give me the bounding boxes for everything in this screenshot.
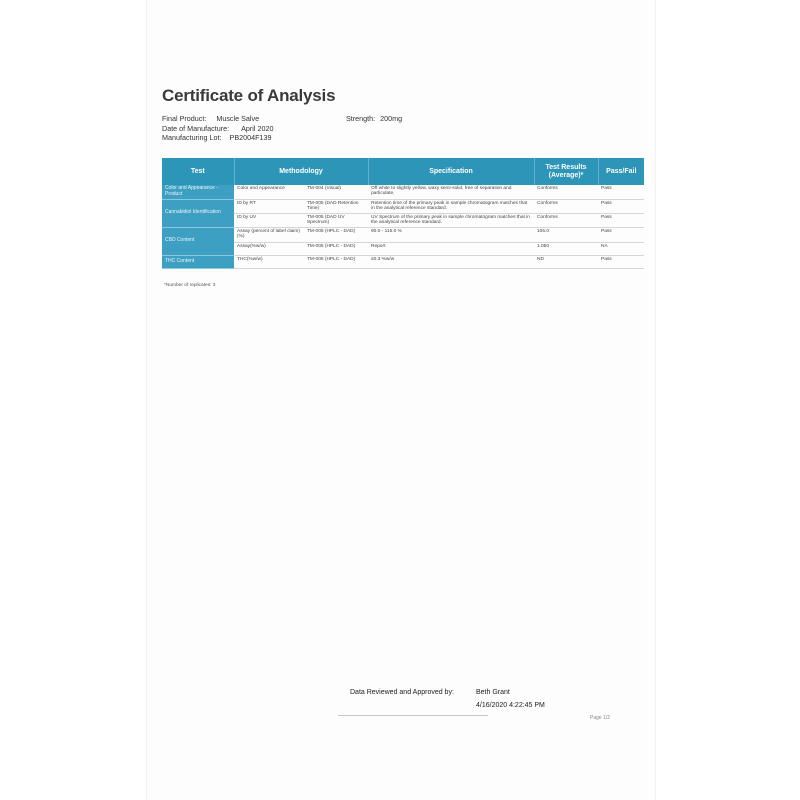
method-label-cell: Color and Appearance — [234, 185, 304, 199]
method-cell: TM-005 (HPLC - DAD) — [304, 242, 368, 255]
test-cell: Color and Appearance - Product — [162, 185, 234, 199]
lot-value: PB2004F139 — [229, 133, 272, 142]
spec-cell: ≤0.3 %w/w — [368, 255, 534, 268]
method-label-cell: Assay (percent of label claim)(%) — [234, 227, 304, 242]
pass-cell: Pass — [598, 199, 644, 213]
reviewer-name: Beth Grant — [476, 689, 510, 696]
header-test-results: Test Results (Average)* — [534, 158, 598, 185]
spec-cell: Off white to slightly yellow, waxy semi-solid, free of separation and particulate. — [368, 185, 534, 199]
method-label-cell: THC(%w/w) — [234, 255, 304, 268]
table-row — [162, 185, 644, 199]
test-cell: CBD Content — [162, 227, 234, 255]
method-label-cell: ID by RT — [234, 199, 304, 213]
final-product-value: Muscle Salve — [216, 114, 260, 123]
pass-cell: Pass — [598, 213, 644, 227]
strength-label: Strength: — [346, 114, 376, 123]
date-label: Date of Manufacture: — [162, 124, 230, 133]
review-label: Data Reviewed and Approved by: — [350, 689, 454, 696]
date-value: April 2020 — [241, 124, 274, 133]
spec-cell: UV Spectrum of the primary peak in sample chromatogram matches that in the analytical reference standard. — [368, 213, 534, 227]
method-cell: TM-005 (HPLC - DAD) — [304, 227, 368, 242]
table-row — [162, 213, 644, 227]
result-cell: Conforms — [534, 185, 598, 199]
method-label-cell: Assay(%w/w) — [234, 242, 304, 255]
result-cell: Conforms — [534, 213, 598, 227]
table-header-row — [162, 158, 644, 185]
header-specification: Specification — [368, 158, 534, 185]
pass-cell: NA — [598, 242, 644, 255]
method-cell: TM-005 (DAD Retention Time) — [304, 199, 368, 213]
table-row — [162, 242, 644, 255]
table-row — [162, 199, 644, 213]
spec-cell: Retention time of the primary peak in sample chromatogram matches that in the analytical reference standard. — [368, 199, 534, 213]
review-date: 4/16/2020 4:22:45 PM — [476, 702, 545, 709]
method-cell: TM-004 (Visual) — [304, 185, 368, 199]
lot-line — [162, 133, 272, 142]
final-product-label: Final Product: — [162, 114, 207, 123]
pass-cell: Pass — [598, 255, 644, 268]
result-cell: Conforms — [534, 199, 598, 213]
strength-line — [346, 114, 402, 123]
pass-cell: Pass — [598, 227, 644, 242]
result-cell: ND — [534, 255, 598, 268]
table-row — [162, 227, 644, 242]
header-test: Test — [162, 158, 234, 185]
test-cell: Cannabidiol Identification — [162, 199, 234, 227]
method-cell: TM-005 (DAD UV Spectrum) — [304, 213, 368, 227]
method-cell: TM-005 (HPLC - DAD) — [304, 255, 368, 268]
pass-cell: Pass — [598, 185, 644, 199]
lot-label: Manufacturing Lot: — [162, 133, 222, 142]
test-cell: THC Content — [162, 255, 234, 268]
final-product-line — [162, 114, 259, 123]
signature-line — [338, 715, 488, 716]
method-label-cell: ID by UV — [234, 213, 304, 227]
document-title: Certificate of Analysis — [162, 86, 336, 105]
strength-value: 200mg — [380, 114, 403, 123]
footnote: *Number of replicates: 3 — [164, 283, 216, 288]
spec-cell: Report — [368, 242, 534, 255]
header-pass-fail: Pass/Fail — [598, 158, 644, 185]
result-cell: 105.0 — [534, 227, 598, 242]
spec-cell: 90.0 - 115.0 % — [368, 227, 534, 242]
result-cell: 1.050 — [534, 242, 598, 255]
date-line — [162, 124, 274, 133]
table-row — [162, 255, 644, 268]
page-number: Page 1/2 — [590, 715, 611, 721]
header-methodology: Methodology — [234, 158, 368, 185]
results-table — [162, 158, 644, 269]
